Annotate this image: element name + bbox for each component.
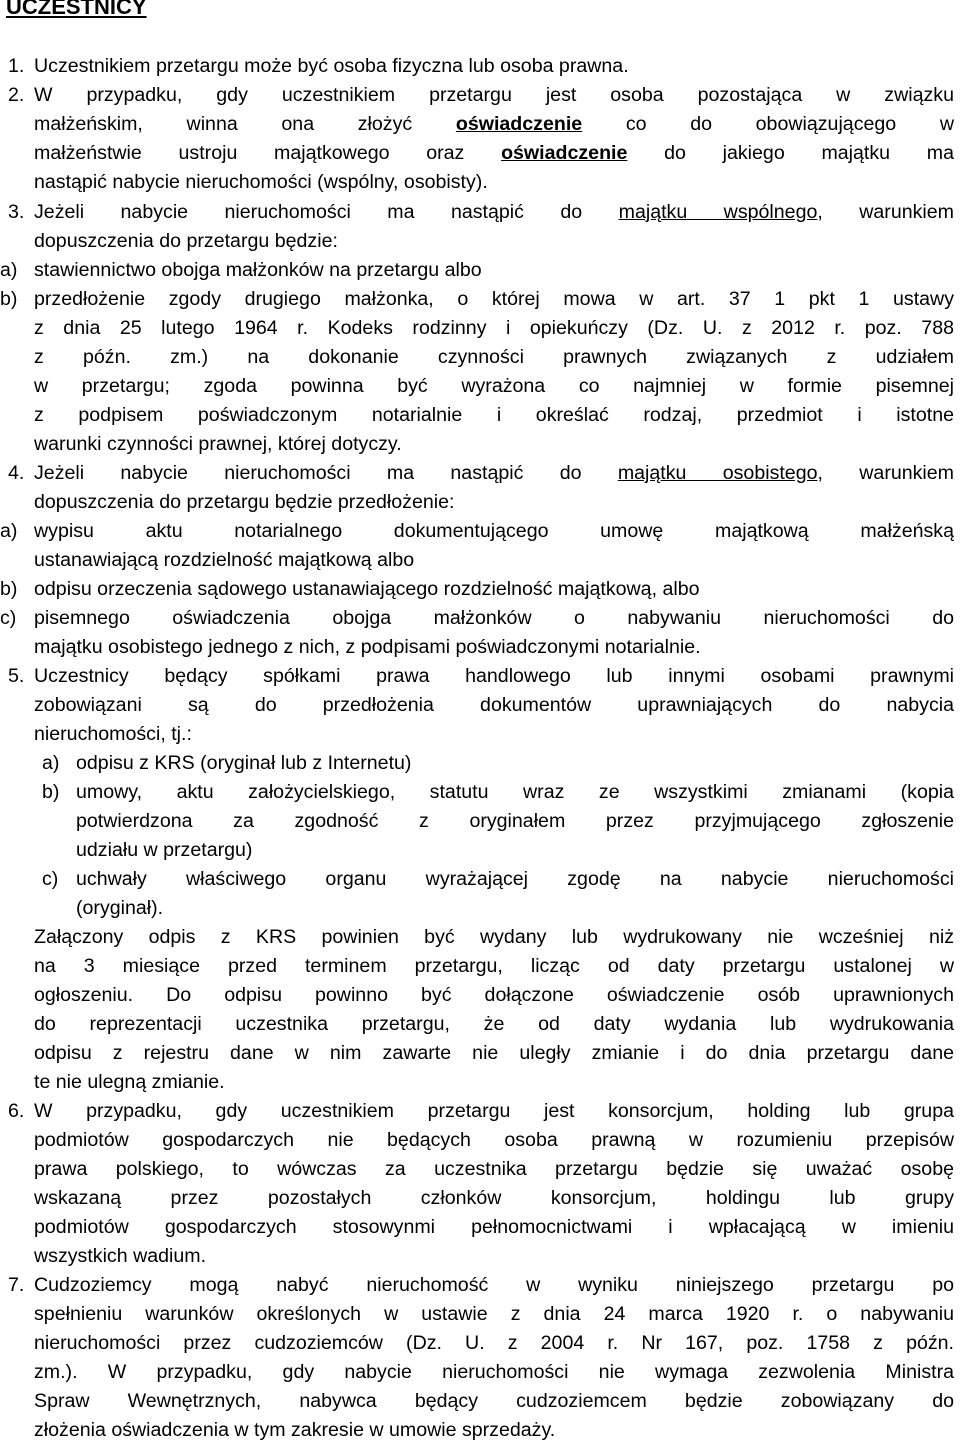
sub-item-label: a) xyxy=(42,752,60,774)
sub-item xyxy=(42,778,954,865)
item-number: 5. xyxy=(8,665,25,687)
text-line: uchwały właściwego organu wyrażającej zgodę na nabycie nieruchomości xyxy=(76,868,954,890)
text-line: z dnia 25 lutego 1964 r. Kodeks rodzinny i opiekuńczy (Dz. U. z 2012 r. poz. 788 xyxy=(34,317,954,339)
text-line: W przypadku, gdy uczestnikiem przetargu jest konsorcjum, holding lub grupa xyxy=(34,1100,954,1122)
text-line: małżeństwie ustroju majątkowego oraz oświadczenie do jakiego majątku ma xyxy=(34,142,954,164)
text-line: z podpisem poświadczonym notarialnie i określać rodzaj, przedmiot i istotne xyxy=(34,404,954,426)
text-line: umowy, aktu założycielskiego, statutu wraz ze wszystkimi zmianami (kopia xyxy=(76,781,954,803)
text-line: W przypadku, gdy uczestnikiem przetargu jest osoba pozostająca w związku xyxy=(34,84,954,106)
sub-item-label: a) xyxy=(0,259,18,281)
sub-item-label: b) xyxy=(42,781,60,803)
text-line: prawa polskiego, to wówczas za uczestnika przetargu będzie się uważać osobę xyxy=(34,1158,954,1180)
text-line: wskazaną przez pozostałych członków konsorcjum, holdingu lub grupy xyxy=(34,1187,954,1209)
sub-item-label: c) xyxy=(0,607,17,629)
text-line: z późn. zm.) na dokonanie czynności prawnych związanych z udziałem xyxy=(34,346,954,368)
emphasized-term: oświadczenie xyxy=(501,142,628,164)
text-line: złożenia oświadczenia w tym zakresie w umowie sprzedaży. xyxy=(34,1419,556,1441)
text-line: (oryginał). xyxy=(76,897,164,919)
text-line: małżeńskim, winna ona złożyć oświadczenie co do obowiązującego w xyxy=(34,113,954,135)
text-line: nastąpić nabycie nieruchomości (wspólny, osobisty). xyxy=(34,171,488,193)
text-line: stawiennictwo obojga małżonków na przetargu albo xyxy=(34,259,482,281)
text-line: Jeżeli nabycie nieruchomości ma nastąpić do majątku osobistego, warunkiem xyxy=(34,462,955,484)
text-line: odpisu orzeczenia sądowego ustanawiającego rozdzielność majątkową, albo xyxy=(34,578,700,600)
item-text xyxy=(34,1271,954,1445)
text-line: odpisu z rejestru dane w nim zawarte nie uległy zmianie i do dnia przetargu dane xyxy=(34,1042,954,1064)
section-heading: UCZESTNICY xyxy=(6,0,147,19)
sub-item-label: b) xyxy=(0,288,18,310)
sub-item xyxy=(0,575,954,604)
text-line: Spraw Wewnętrznych, nabywca będący cudzoziemcem będzie zobowiązany do xyxy=(34,1390,954,1412)
text-line: przedłożenie zgody drugiego małżonka, o której mowa w art. 37 1 pkt 1 ustawy xyxy=(34,288,954,310)
text-line: te nie ulegną zmianie. xyxy=(34,1071,225,1093)
text-line: potwierdzona za zgodność z oryginałem przez przyjmującego zgłoszenie xyxy=(76,810,954,832)
text-line: warunki czynności prawnej, której dotyczy. xyxy=(34,433,402,455)
item-number: 6. xyxy=(8,1100,25,1122)
item-text xyxy=(34,1097,954,1271)
item-text xyxy=(0,198,954,459)
text-line: Uczestnikiem przetargu może być osoba fizyczna lub osoba prawna. xyxy=(34,55,629,77)
item-note xyxy=(34,923,954,1097)
text-line: podmiotów gospodarczych nie będących osoba prawną w rozumieniu przepisów xyxy=(34,1129,954,1151)
item-number: 3. xyxy=(8,201,25,223)
item-text xyxy=(0,459,955,662)
text-line: dopuszczenia do przetargu będzie: xyxy=(34,230,338,252)
text-line: wypisu aktu notarialnego dokumentującego umowę majątkową małżeńską xyxy=(34,520,954,542)
sub-item-label: a) xyxy=(0,520,18,542)
text-line: dopuszczenia do przetargu będzie przedłożenie: xyxy=(34,491,455,513)
text-line: odpisu z KRS (oryginał lub z Internetu) xyxy=(76,752,412,774)
sub-item xyxy=(42,865,954,923)
sub-item xyxy=(0,604,954,662)
text-line: wszystkich wadium. xyxy=(34,1245,207,1267)
text-line: nieruchomości, tj.: xyxy=(34,723,192,745)
text-line: ogłoszeniu. Do odpisu powinno być dołączone oświadczenie osób uprawnionych xyxy=(34,984,954,1006)
text-line: w przetargu; zgoda powinna być wyrażona co najmniej w formie pisemnej xyxy=(34,375,954,397)
sub-item xyxy=(0,256,954,285)
text-line: ustanawiającą rozdzielność majątkową albo xyxy=(34,549,415,571)
text-line: Cudzoziemcy mogą nabyć nieruchomość w wyniku niniejszego przetargu po xyxy=(34,1274,954,1296)
text-line: spełnieniu warunków określonych w ustawie z dnia 24 marca 1920 r. o nabywaniu xyxy=(34,1303,954,1325)
sub-item xyxy=(0,285,954,459)
text-line: Załączony odpis z KRS powinien być wydany lub wydrukowany nie wcześniej niż xyxy=(34,926,954,948)
text-line: do reprezentacji uczestnika przetargu, że od daty wydania lub wydrukowania xyxy=(34,1013,954,1035)
text-line: udziału w przetargu) xyxy=(76,839,253,861)
item-text xyxy=(34,52,954,81)
item-text xyxy=(34,662,954,1097)
sub-item-label: c) xyxy=(42,868,59,890)
item-text xyxy=(34,81,954,197)
underlined-term: majątku osobistego xyxy=(617,462,818,484)
text-line: Jeżeli nabycie nieruchomości ma nastąpić do majątku wspólnego, warunkiem xyxy=(34,201,954,223)
text-line: na 3 miesiące przed terminem przetargu, licząc od daty przetargu ustalonej w xyxy=(34,955,954,977)
text-line: podmiotów gospodarczych stosowynmi pełnomocnictwami i wpłacającą w imieniu xyxy=(34,1216,954,1238)
item-number: 1. xyxy=(8,55,25,77)
text-line: Uczestnicy będący spółkami prawa handlowego lub innymi osobami prawnymi xyxy=(34,665,954,687)
item-number: 4. xyxy=(8,462,25,484)
text-line: zm.). W przypadku, gdy nabycie nieruchomości nie wymaga zezwolenia Ministra xyxy=(34,1361,954,1383)
sub-item xyxy=(0,517,954,575)
text-line: pisemnego oświadczenia obojga małżonków o nabywaniu nieruchomości do xyxy=(34,607,954,629)
text-line: nieruchomości przez cudzoziemców (Dz. U. z 2004 r. Nr 167, poz. 1758 z późn. xyxy=(34,1332,954,1354)
underlined-term: majątku wspólnego xyxy=(618,201,818,223)
text-line: majątku osobistego jednego z nich, z podpisami poświadczonymi notarialnie. xyxy=(34,636,701,658)
sub-item-label: b) xyxy=(0,578,18,600)
emphasized-term: oświadczenie xyxy=(455,113,583,135)
text-line: zobowiązani są do przedłożenia dokumentów uprawniających do nabycia xyxy=(34,694,954,716)
item-number: 7. xyxy=(8,1274,25,1296)
sub-item xyxy=(42,749,954,778)
item-number: 2. xyxy=(8,84,25,106)
